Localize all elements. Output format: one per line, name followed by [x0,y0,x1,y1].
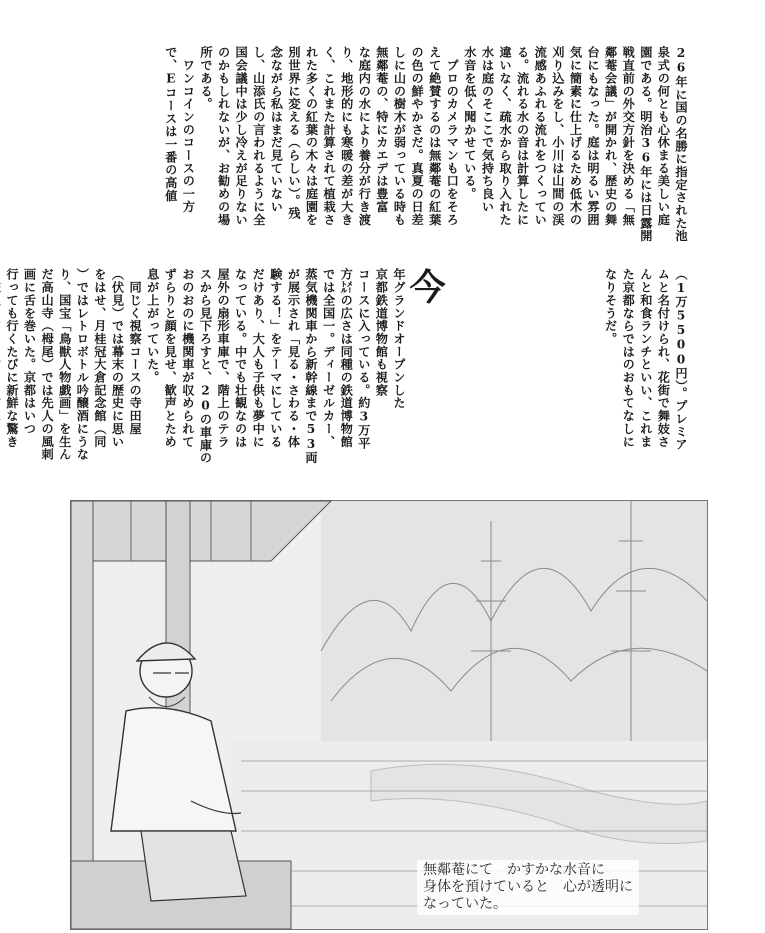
text-column: る。流れる水の音は計算したに [515,46,530,226]
text-column: のかもしれないが、お勧めの場 [216,46,231,226]
garden-sketch-illustration [70,500,708,930]
text-column: 行っても行くたびに新鮮な驚き [4,268,19,448]
text-column: ワンコインのコースの一方 [181,46,196,214]
text-column: ずらりと顔を見せ、歓声とため [163,268,178,448]
text-column: 水は庭のそここで気持ち良い [480,46,495,214]
text-column: （1万5500円）。プレミア [674,268,688,451]
text-column: だけあり、大人も子供も夢中に [251,268,266,448]
text-column: んと和食ランチといい、これま [638,268,653,448]
text-column: 流感あふれる流れをつくってい [533,46,548,226]
text-column: 違いなく、疏水から取り入れた [498,46,513,226]
text-column: 別世界に変える（らしい）。残 [286,46,301,220]
text-column: 泉式の何とも心休まる美しい庭 [656,46,671,226]
text-column: では全国一。ディーゼルカー、 [321,268,336,448]
text-column: の色の鮮やかさだ。真夏の日差 [410,46,425,226]
article-text-lower-right [459,268,689,480]
text-column: 刈り込みをし、小川は山間の渓 [550,46,565,226]
text-column: 年グランドオープンした [392,268,406,410]
text-column: 画に舌を巻いた。京都はいつ [22,268,37,436]
caption-line: 無鄰菴にて かすかな水音に [423,862,605,878]
text-column: 京都鉄道博物館も視察 [374,268,389,397]
text-column: 屋外の扇形車庫で、階上のテラ [216,268,231,448]
text-column: しに山の樹木が弱っている時も [392,46,407,226]
text-column: 蒸気機関車から新幹線まで53両 [304,268,319,465]
article-text-upper [49,46,689,256]
text-column: 26年に国の名勝に指定された池 [674,46,688,243]
text-column: 気に簡素に仕上げるため低木の [568,46,583,226]
text-column: ムと名付けられ、花街で舞妓さ [656,268,671,448]
text-column: た京都ならではのおもてなしに [621,268,636,448]
text-column: 園である。明治36年には日露開 [638,46,653,243]
text-column: で、Eコースは一番の高値 [163,46,178,202]
text-column: えて絶賛するのは無鄰菴の紅葉 [427,46,442,226]
text-column: 鄰菴会議」が開かれ、歴史の舞 [603,46,618,226]
text-column: 息が上がっていた。 [145,268,160,384]
text-column: （伏見）では幕末の歴史に思い [110,268,125,448]
text-column: 水音を低く聞かせている。 [462,46,477,201]
article-text-lower-left [4,268,446,480]
text-column: り、国宝「鳥獣人物戯画」を生ん [57,268,72,461]
text-column: く、これまた計算されて植栽さ [322,46,337,226]
text-column: 験する！」をテーマにしている [268,268,283,448]
text-column: 無鄰菴の、特にカエデは豊富 [374,46,389,214]
text-column: だ高山寺（栂尾）では先人の風刺 [40,268,55,461]
text-column: おのおのに機関車が収められて [180,268,195,448]
text-column: な庭内の水により養分が行き渡 [357,46,372,226]
text-column: 戦直前の外交方針を決める「無 [621,46,636,226]
text-column: 方㍍の広さは同種の鉄道博物館 [339,268,354,448]
text-column: 国会議中は少し冷えが足りない [234,46,249,226]
text-column: し、山添氏の言われるように全 [251,46,266,226]
text-column: が展示され「見る・さわる・体 [286,268,301,448]
text-column [0,268,2,480]
text-column: 同じく視察コースの寺田屋 [128,268,143,436]
text-column: 所である。 [198,46,213,111]
caption-line: 身体を預けていると 心が透明に [423,879,633,895]
text-column: コースに入っている。約3万平 [356,268,371,450]
text-column: プロのカメラマンも口をそろ [445,46,460,226]
text-column: ）ではレトロボトル吟醸酒にうな [75,268,90,461]
text-column: 念ながら私はまだ見ていない [269,46,284,214]
dropcap-character: 今 [404,268,446,305]
text-column: をはせ、月桂冠大倉記念館（同 [92,268,107,448]
text-column: なりそうだ。 [603,268,618,346]
illustration-caption [417,860,639,915]
text-column: れた多くの紅葉の木々は庭園を [304,46,319,226]
caption-line: なっていた。 [423,896,507,912]
text-column: 台にもなった。庭は明るい雰囲 [586,46,601,226]
text-column: スから見下ろすと、20の車庫の [198,268,213,465]
text-column: なっている。中でも壮観なのは [233,268,248,448]
text-column: り、地形的にも寒暖の差が大き [339,46,354,226]
